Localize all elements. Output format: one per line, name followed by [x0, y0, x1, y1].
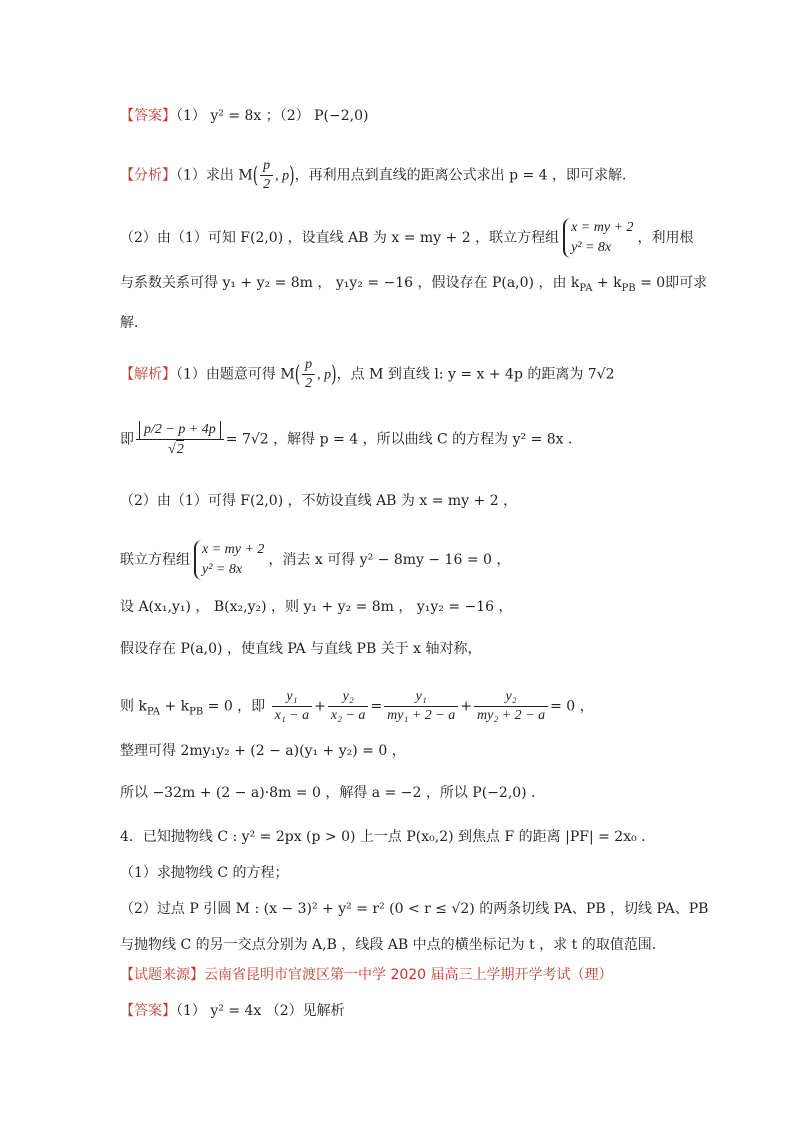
- solution-text: ，点 M 到直线 l: y = x + 4p 的距离为 7√2: [336, 366, 615, 383]
- analysis-line-4: [120, 312, 684, 334]
- solution-line-2: [120, 420, 684, 459]
- solution-line-5: [120, 596, 684, 618]
- analysis-line-2: [120, 218, 694, 258]
- question-text: （1）求抛物线 C 的方程；: [120, 865, 289, 881]
- fraction: $\frac{p}{2}$: [260, 157, 273, 194]
- solution-line-3: [120, 490, 684, 512]
- solution-text: （2）由（1）可得 F(2,0) ，不妨设直线 AB 为 x = my + 2 ，: [120, 493, 518, 509]
- solution-text: = 7√2 ，解得 p = 4 ，所以曲线 C 的方程为 y² = 8x ．: [225, 431, 583, 448]
- solution-text: （1）由题意可得 M: [176, 366, 295, 383]
- question-text: （2）过点 P 引圆 M : (x − 3)² + y² = r² (0 < r ≤ √2) 的两条切线 PA、PB ，切线 PA、PB: [120, 901, 709, 917]
- equation-system: x = my + 2 y² = 8x: [563, 218, 633, 258]
- source-text: 云南省昆明市官渡区第一中学 2020 届高三上学期开学考试（理）: [204, 967, 613, 983]
- analysis-text: （1）求出 M: [176, 167, 253, 184]
- solution-line-1: 【解析】（1）由题意可得 M( $\frac{p}{2}$ , p)，点 M 到直线 l: y = x + 4p 的距离为 7√2: [120, 357, 615, 391]
- analysis-tag: 【分析】: [120, 167, 176, 184]
- solution-text: 整理可得 2my₁y₂ + (2 − a)(y₁ + y₂) = 0 ，: [120, 743, 406, 759]
- answer-line-1: [120, 105, 684, 127]
- analysis-text: ，再利用点到直线的距离公式求出 p = 4 ，即可求解．: [294, 167, 637, 184]
- solution-text: 假设存在 P(a,0) ，使直线 PA 与直线 PB 关于 x 轴对称，: [120, 641, 482, 657]
- solution-line-9: [120, 782, 684, 804]
- solution-text: 即: [120, 431, 134, 448]
- question-4-part-1: [120, 862, 684, 884]
- analysis-text: （2）由（1）可知 F(2,0) ，设直线 AB 为 x = my + 2 ，联立方程组: [120, 230, 560, 246]
- source-tag: 【试题来源】: [120, 967, 204, 983]
- source-line: [120, 964, 684, 986]
- question-4: [120, 826, 684, 848]
- answer-line-2: [120, 1000, 684, 1022]
- solution-text: 则 k: [120, 698, 147, 715]
- solution-line-4: 联立方程组 x = my + 2 y² = 8x ，消去 x 可得 y² − 8my − 16 = 0 ，: [120, 540, 684, 580]
- analysis-text: 解．: [120, 315, 148, 331]
- solution-line-6: [120, 638, 684, 660]
- answer-tag: 【答案】: [120, 1003, 176, 1019]
- solution-text: 所以 −32m + (2 − a)·8m = 0 ，解得 a = −2 ，所以 P(−2,0) ．: [120, 785, 546, 801]
- distance-fraction: p/2 − p + 4p √ 2: [136, 420, 224, 459]
- solution-text: 联立方程组: [120, 552, 190, 568]
- question-text: 4．已知抛物线 C : y² = 2px (p > 0) 上一点 P(x₀,2) 到焦点 F 的距离 |PF| = 2x₀ ．: [120, 829, 656, 845]
- answer-tag: 【答案】: [120, 108, 176, 124]
- question-text: 与抛物线 C 的另一交点分别为 A,B ，线段 AB 中点的横坐标记为 t ，求 t 的取值范围．: [120, 937, 666, 953]
- question-4-part-2-cont: [120, 934, 684, 956]
- solution-text: 设 A(x₁,y₁) ， B(x₂,y₂) ，则 y₁ + y₂ = 8m ， y₁y₂ = −16 ，: [120, 599, 513, 615]
- question-4-part-2: [120, 898, 709, 920]
- solution-tag: 【解析】: [120, 366, 176, 383]
- analysis-line-3: 与系数关系可得 y₁ + y₂ = 8m ， y₁y₂ = −16 ，假设存在 P(a,0) ，由 $k_{PA} + k_{PB} = 0$即可求: [120, 275, 708, 294]
- analysis-line-1: 【分析】（1）求出 M( $\frac{p}{2}$ , p)，再利用点到直线的距离公式求出 p = 4 ，即可求解．: [120, 158, 637, 192]
- analysis-text: 与系数关系可得 y₁ + y₂ = 8m ， y₁y₂ = −16 ，假设存在 P(a,0) ，由 k: [120, 275, 580, 291]
- analysis-text: ，利用根: [637, 230, 694, 246]
- answer-text: （1） y² = 4x （2）见解析: [176, 1003, 345, 1019]
- solution-text: ，消去 x 可得 y² − 8my − 16 = 0 ，: [268, 552, 511, 568]
- solution-line-7: 则 $k_{PA} + k_{PB} = 0$ ，即 $\frac{\text{y₁}}{\text{x₁ − a}}$ + $\frac{\text{y₂}}{\text{x₂ − a}}$ = $\frac{\text{y₁}}{\text{my₁ + 2 − a}}$ + $\frac{\text{y₂}}{\text{my₂ + 2 − a}}$ = 0 ，: [120, 689, 594, 723]
- answer-text: （1） y² = 8x ；（2） P(−2,0): [176, 108, 369, 124]
- solution-line-8: [120, 740, 684, 762]
